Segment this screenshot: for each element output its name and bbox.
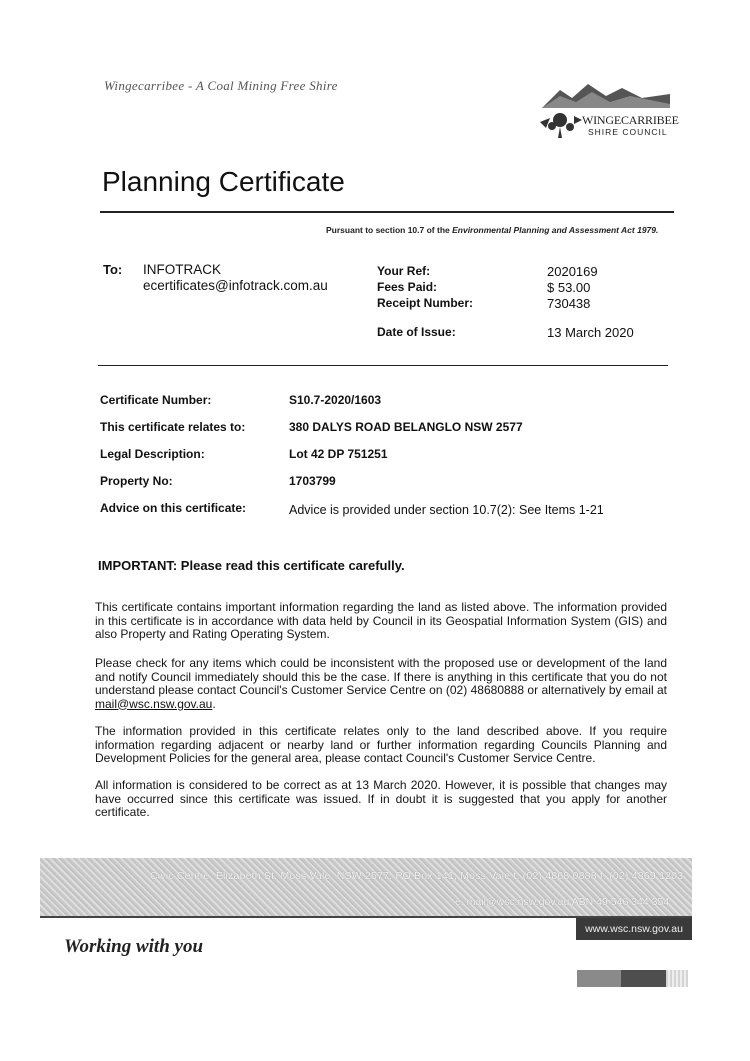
important-notice: IMPORTANT: Please read this certificate carefully. <box>98 558 405 573</box>
advice-value: Advice is provided under section 10.7(2): See Items 1-21 <box>289 503 604 517</box>
page-title: Planning Certificate <box>102 166 345 197</box>
certificate-number-label: Certificate Number: <box>100 393 212 407</box>
footer-swatch-light <box>577 970 621 987</box>
advice-label: Advice on this certificate: <box>100 501 247 515</box>
property-no-label: Property No: <box>100 474 173 488</box>
date-of-issue-label: Date of Issue: <box>377 325 456 339</box>
council-email-link[interactable]: mail@wsc.nsw.gov.au <box>95 696 213 711</box>
legal-description-label: Legal Description: <box>100 447 205 461</box>
act-name: Environmental Planning and Assessment Act 1979. <box>452 225 659 235</box>
logo-name: WINGECARRIBEE <box>582 113 679 127</box>
footer-slogan: Working with you <box>64 936 204 957</box>
certificate-number-value: S10.7-2020/1603 <box>289 393 382 407</box>
footer-contact: e. mail@wsc.nsw.gov.au ABN 49 546 344 354 <box>455 896 670 908</box>
council-logo <box>530 80 679 142</box>
fees-paid-value: $ 53.00 <box>547 280 591 295</box>
property-no-value: 1703799 <box>289 474 336 488</box>
footer-address: Civic Centre, Elizabeth St, Moss Vale, NSW 2577. PO Box 141, Moss Vale t. (02) 4868 0888 f. (02) 4869 1203 <box>150 870 684 882</box>
title-divider <box>100 211 674 213</box>
receipt-number-label: Receipt Number: <box>377 296 474 310</box>
logo-subtitle: SHIRE COUNCIL <box>588 127 668 137</box>
paragraph-disclaimer: All information is considered to be correct as at 13 March 2020. However, it is possible that changes may have occurred since this certificate was issued. If in doubt it is suggested that you apply for another certificate. <box>95 778 667 819</box>
footer-swatch-pattern <box>666 970 688 987</box>
recipient-email: ecertificates@infotrack.com.au <box>143 278 328 293</box>
receipt-number-value: 730438 <box>547 296 591 311</box>
relates-to-label: This certificate relates to: <box>100 420 246 434</box>
paragraph-scope: The information provided in this certificate relates only to the land described above. If you require information regarding adjacent or nearby land or further information regarding Councils Planning and Development Policies for the general area, please contact Council's Customer Service Centre. <box>95 724 667 765</box>
pursuant-prefix: Pursuant to section 10.7 of the <box>326 225 453 235</box>
your-ref-label: Your Ref: <box>377 264 431 278</box>
relates-to-value: 380 DALYS ROAD BELANGLO NSW 2577 <box>289 420 523 434</box>
header-divider <box>98 365 668 366</box>
footer-website[interactable]: www.wsc.nsw.gov.au <box>576 918 692 940</box>
legal-description-value: Lot 42 DP 751251 <box>289 447 388 461</box>
paragraph-check-end: . <box>212 696 216 711</box>
to-label: To: <box>103 262 123 277</box>
footer-swatch-dark <box>621 970 666 987</box>
your-ref-value: 2020169 <box>547 264 598 279</box>
paragraph-check-text: Please check for any items which could be inconsistent with the proposed use or development of the land and notify Council immediately should this be the case. If there is anything in this certificate that you do not understand please contact Council's Customer Service Centre on (02) 48680888 or alternatively by email at <box>95 656 667 697</box>
date-of-issue-value: 13 March 2020 <box>547 325 634 340</box>
paragraph-info: This certificate contains important information regarding the land as listed above. The information provided in this certificate is in accordance with data held by Council in its Geospatial Information System (GIS) and also Property and Rating Operating System. <box>95 600 667 641</box>
paragraph-check <box>95 657 667 711</box>
recipient-name: INFOTRACK <box>143 262 222 277</box>
fees-paid-label: Fees Paid: <box>377 280 438 294</box>
pursuant-note <box>326 225 658 235</box>
council-tagline: Wingecarribee - A Coal Mining Free Shire <box>104 78 338 93</box>
